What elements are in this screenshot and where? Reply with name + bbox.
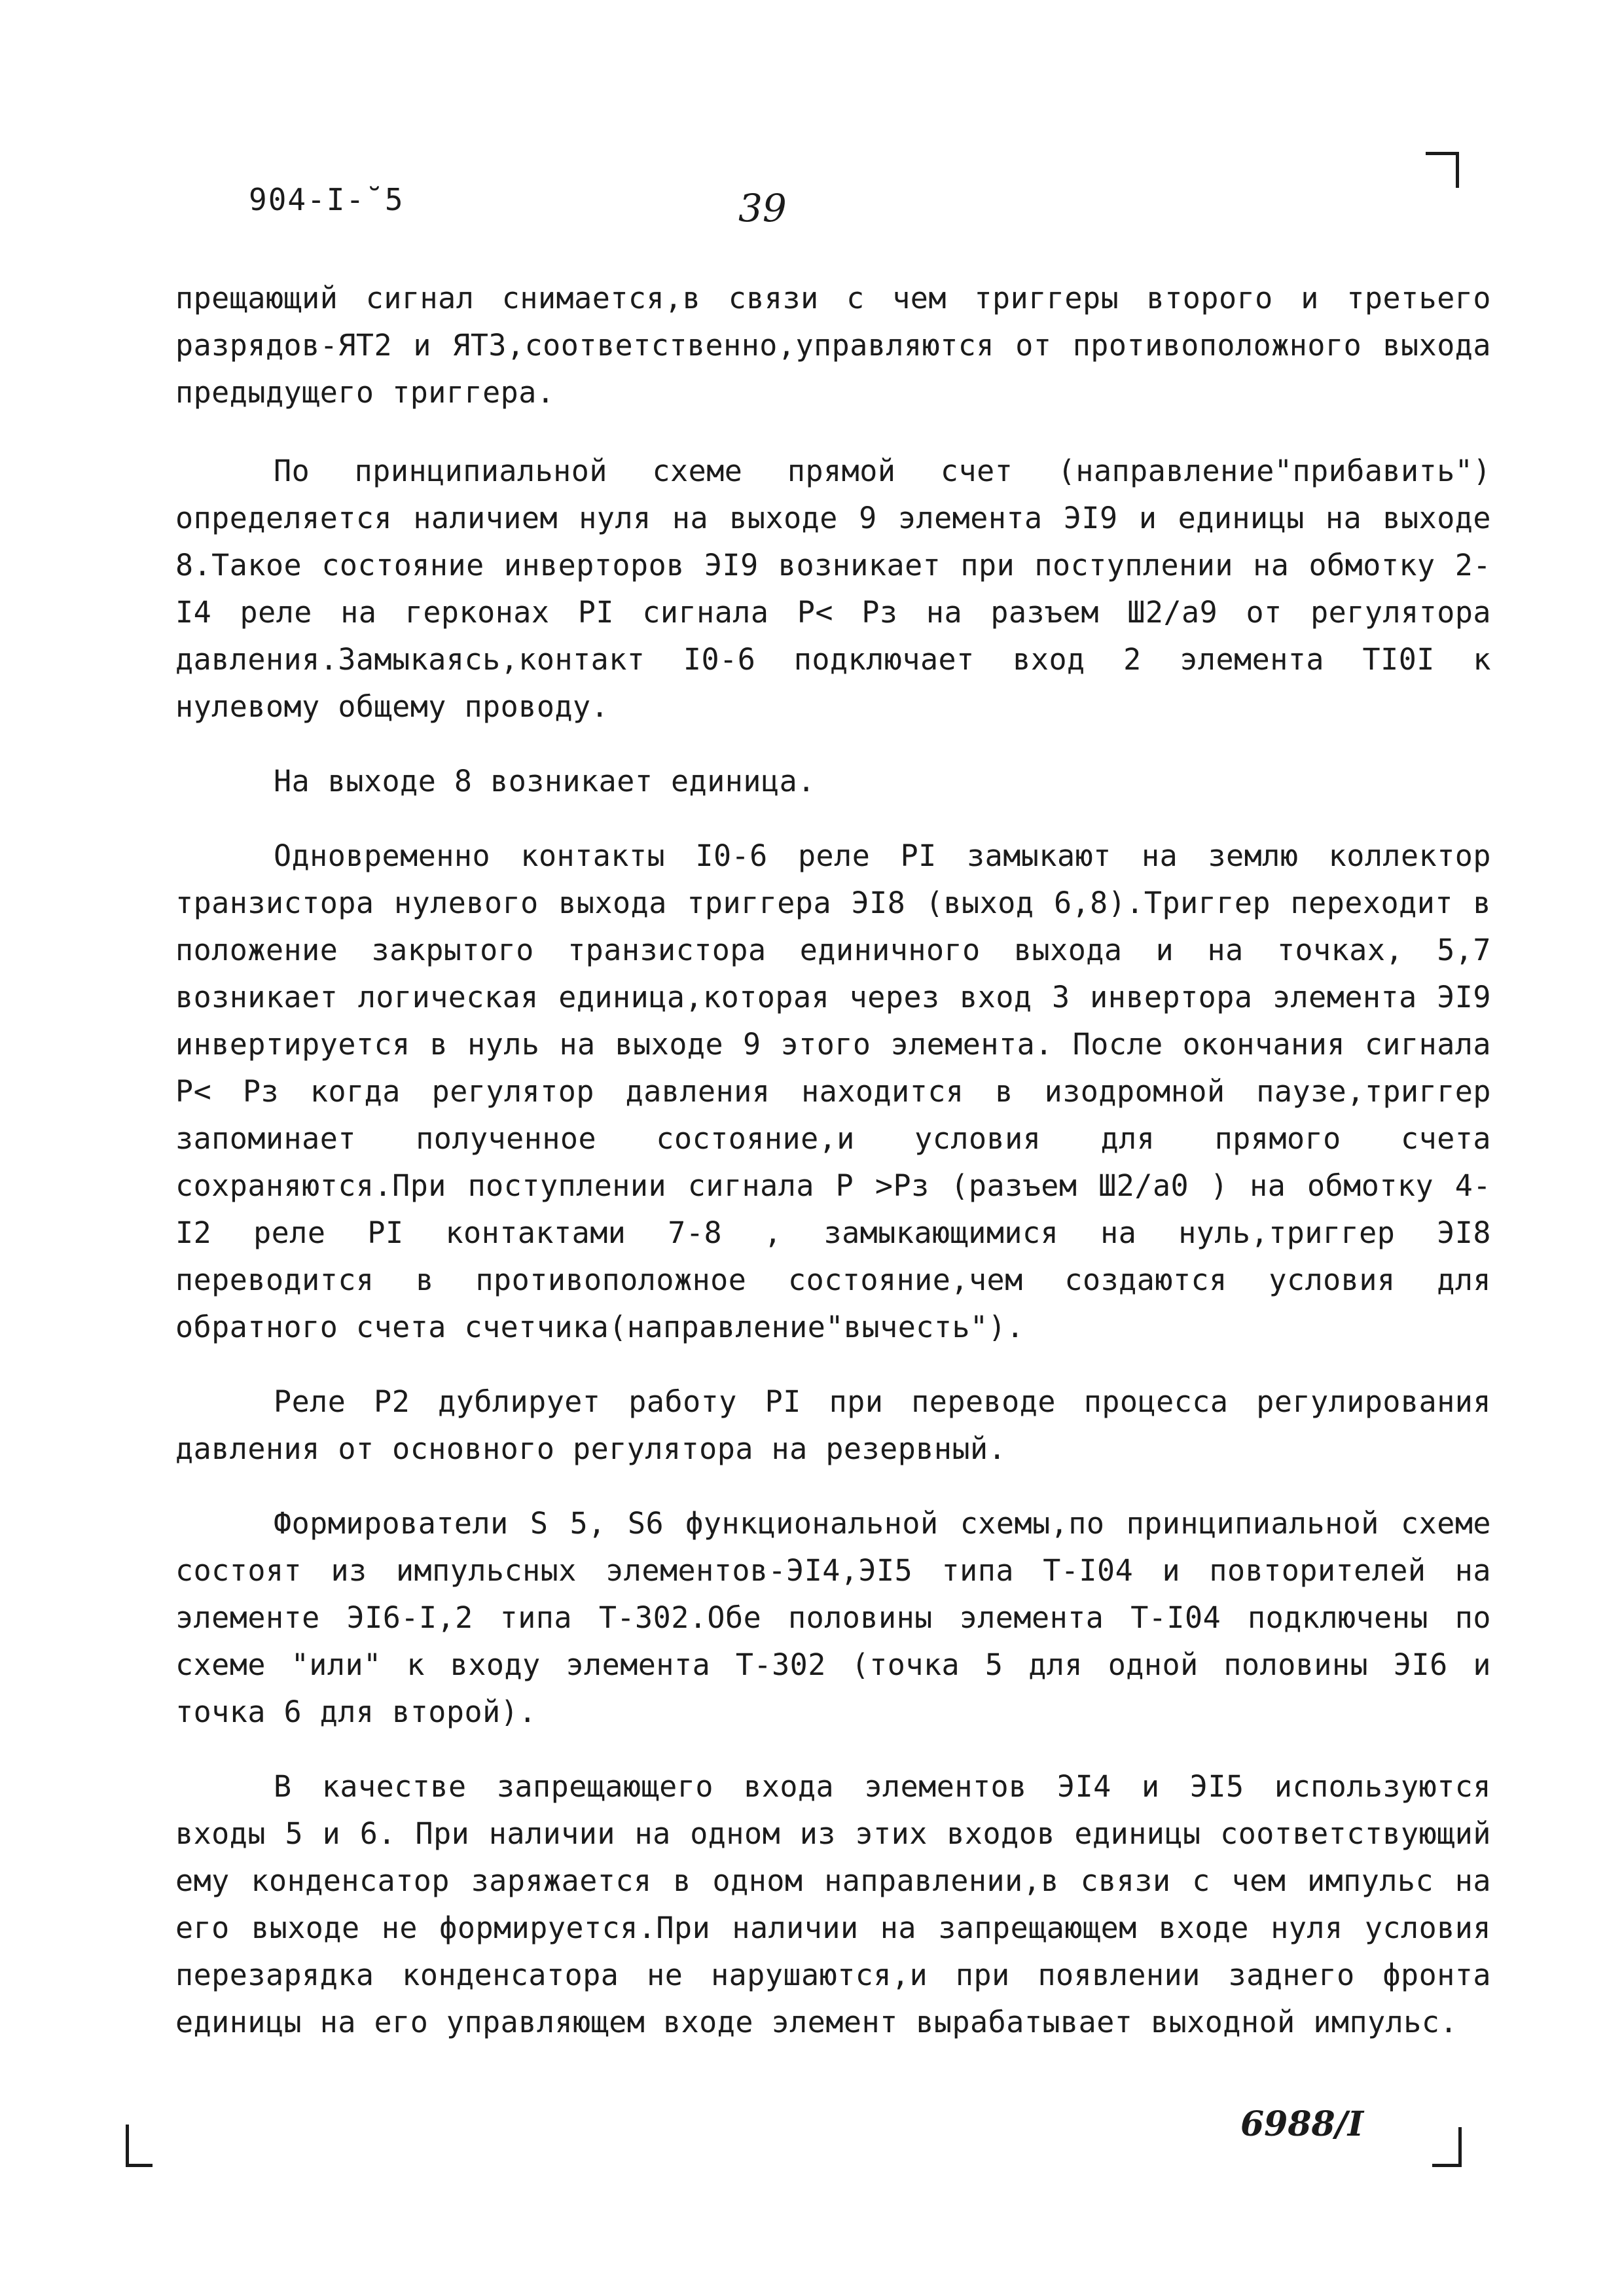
paragraph-continuation: прещающий сигнал снимается,в связи с чем триггеры второго и третьего разрядов-ЯТ2 и ЯТ3,соответственно,управляются от противоположного выхода предыдущего триггера. [175,281,1491,410]
paragraph-inhibit-input: В качестве запрещающего входа элементов ЭI4 и ЭI5 используются входы 5 и 6. При наличии на одном из этих входов единицы соответствующий ему конденсатор заряжается в одном направлении,в связи с чем импульс на его выходе не формируется.При наличии на запрещающем входе нуля условия перезарядка конденсатора не нарушаются,и при появлении заднего фронта единицы на его управляющем входе элемент вырабатывает выходной импульс. [175,1769,1491,2039]
paragraph-shapers: Формирователи S 5, S6 функциональной схемы,по принципиальной схеме состоят из импульсных элементов-ЭI4,ЭI5 типа T-I04 и повторителей на элементе ЭI6-I,2 типа T-302.Обе половины элемента T-I04 подключены по схеме "или" к входу элемента T-302 (точка 5 для одной половины ЭI6 и точка 6 для второй). [175,1506,1491,1729]
corner-mark-bottom-left [126,2125,153,2167]
document-code: 904-I-˘5 [249,182,405,217]
paragraph-trigger-state: Одновременно контакты I0-6 реле PI замыкают на землю коллектор транзистора нулевого выхода триггера ЭI8 (выход 6,8).Триггер переходит в положение закрытого транзистора единичного выхода и на точках, 5,7 возникает логическая единица,которая через вход 3 инвертора элемента ЭI9 инвертируется в нуль на выходе 9 этого элемента. После окончания сигнала P< Pз когда регулятор давления находится в изодромной паузе,триггер запоминает полученное состояние,и условия для прямого счета сохраняются.При поступлении сигнала P >Pз (разъем Ш2/а0 ) на обмотку 4-I2 реле PI контактами 7-8 , замыкающимися на нуль,триггер ЭI8 переводится в противоположное состояние,чем создаются условия для обратного счета счетчика(направление"вычесть"). [175,838,1491,1344]
text-body [175,275,1491,2073]
corner-mark-bottom-right [1432,2127,1462,2167]
page-number: 39 [738,186,787,230]
paragraph-forward-count: По принципиальной схеме прямой счет (направление"прибавить") определяется наличием нуля на выходе 9 элемента ЭI9 и единицы на выходе 8.Такое состояние инверторов ЭI9 возникает при поступлении на обмотку 2-I4 реле на герконах PI сигнала P< Pз на разъем Ш2/а9 от регулятора давления.Замыкаясь,контакт I0-6 подключает вход 2 элемента TI0I к нулевому общему проводу. [175,454,1491,724]
sheet-code: 6988/I [1240,2104,1364,2144]
paragraph-output-8: На выходе 8 возникает единица. [274,764,816,798]
corner-mark-top-right [1426,152,1459,188]
paragraph-relay-p2: Реле P2 дублирует работу PI при переводе процесса регулирования давления от основного регулятора на резервный. [175,1384,1491,1466]
